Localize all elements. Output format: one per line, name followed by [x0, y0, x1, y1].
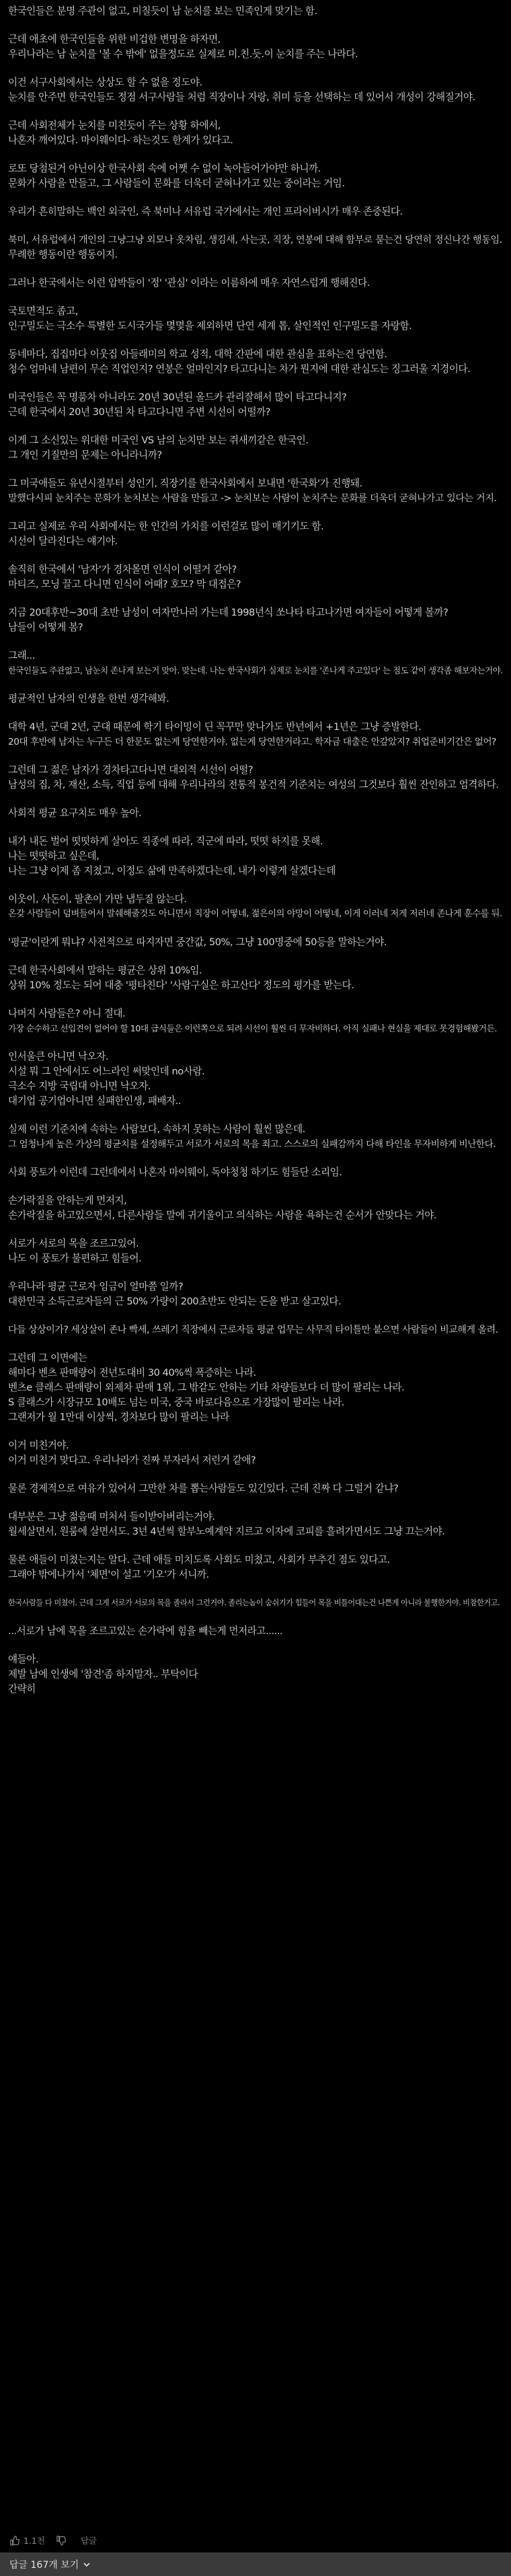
paragraph-line: 시선이 달라진다는 얘기야. — [8, 536, 118, 547]
paragraph-line: 손가락질을 안하는게 먼저지, — [8, 1195, 127, 1206]
paragraph-line: 나머지 사람들은? 아니 절대. — [8, 1008, 126, 1019]
paragraph-line: 제발 남에 인생에 '참견'좀 하지말자.. 부탁이다 — [8, 1668, 198, 1680]
paragraph-line: 손가락질을 하고있으면서, 다른사람들 말에 귀기울이고 의식하는 사람을 욕하는건 순서가 안맞다는 거야. — [8, 1210, 437, 1221]
paragraph-line: 그런데 그 이면에는 — [8, 1352, 87, 1364]
paragraph-line: 근데 한국사회에서 말하는 평균은 상위 10%임. — [8, 965, 202, 976]
paragraph-line: 국토면적도 좁고, — [8, 305, 78, 317]
paragraph-line: 이거 미친거 맞다고. 우리나라가 진짜 부자라서 저런거 같애? — [8, 1455, 256, 1466]
reply-button[interactable] — [81, 2534, 97, 2546]
comment-actions — [0, 2532, 511, 2548]
paragraph — [8, 1006, 503, 1036]
paragraph — [8, 720, 503, 749]
paragraph — [8, 205, 503, 219]
paragraph — [8, 935, 503, 950]
paragraph — [8, 519, 503, 549]
paragraph-line: 얘들아. — [8, 1654, 39, 1665]
paragraph-line: 남성의 집, 차, 재산, 소득, 직업 등에 대해 우리나라의 전통적 봉건적 기준치는 여성의 그것보다 훨씬 잔인하고 엄격하다. — [8, 779, 499, 790]
paragraph — [8, 276, 503, 291]
paragraph-line: 청수 엄마네 남편이 무슨 직업인지? 연봉은 얼마인지? 타고다니는 차가 뭔지에 대한 관심도는 징그러울 지경이다. — [8, 363, 471, 375]
paragraph — [8, 1652, 503, 1697]
paragraph-line: 그 개인 기질만의 문제는 아니라니까? — [8, 449, 162, 461]
paragraph-line: 그리고 실제로 우리 사회에서는 한 인간의 가치를 이런걸로 많이 매기기도 함. — [8, 521, 324, 532]
paragraph-line: 지금 20대후반~30대 초반 남성이 여자만나러 가는데 1998년식 쏘나타 타고나가면 여자들이 어떻게 볼까? — [8, 607, 448, 618]
paragraph-line: 사회적 평균 요구치도 매우 높아. — [8, 807, 142, 819]
paragraph-line: 대기업 공기업아니면 실패한인생, 패배자.. — [8, 1095, 182, 1107]
paragraph-line: 그 미국애들도 유년시절부터 성인기, 직장기를 한국사회에서 보내면 '한국화'가 진행돼. — [8, 478, 362, 489]
paragraph-line: 근데 한국에서 20년 30년된 차 타고다니면 주변 시선이 어떨까? — [8, 406, 271, 418]
thumbs-up-icon — [9, 2536, 19, 2546]
paragraph — [8, 562, 503, 592]
paragraph-line: 서로가 서로의 목을 조르고있어. — [8, 1238, 139, 1249]
paragraph-line: 미국인들은 꼭 명품차 아니라도 20년 30년된 올드카 관리잘해서 많이 타고다니지? — [8, 392, 347, 403]
paragraph-line: 월세살면서, 원룸에 살면서도. 3년 4년씩 할부노예계약 지르고 이자에 코피를 흘려가면서도 그냥 끄는거야. — [8, 1526, 445, 1537]
paragraph-line: 인서울큰 아니면 낙오자. — [8, 1051, 109, 1062]
paragraph-line: 나혼자 깨어있다. 마이웨이다- 하는것도 한계가 있다고. — [8, 135, 233, 146]
paragraph — [8, 1050, 503, 1109]
paragraph-line: '평균'이란게 뭐냐? 사전적으로 따지자면 중간값, 50%, 그냥 100명중에 50등을 말하는거야. — [8, 936, 387, 948]
paragraph — [8, 233, 503, 262]
paragraph-line: 우리가 흔히말하는 백인 외국인, 즉 북미나 서유럽 국가에서는 개인 프라이버시가 매우 존중된다. — [8, 206, 403, 217]
paragraph-line: 이웃이, 사돈이, 팔촌이 가만 냅두질 않는다. — [8, 893, 187, 905]
paragraph-line: 온갖 사람들이 덤벼들어서 말쉐해줄것도 아니면서 직장이 어떻네, 젊은이의 야망이 어떻네, 이게 이러네 저게 저러네 존나게 훈수를 둬. — [8, 909, 502, 919]
view-replies-label: 답글 167개 보기 — [9, 2559, 79, 2571]
paragraph — [8, 118, 503, 148]
paragraph — [8, 1481, 503, 1496]
paragraph-line: 이건 서구사회에서는 상상도 할 수 없을 정도야. — [8, 77, 202, 88]
paragraph-line: 한국사람들 다 미쳤어. 근데 그게 서로가 서로의 목을 졸라서 그런거야. 졸리는놈이 숨쉬기가 힘들어 목을 비틀어대는건 나쁜게 아니라 불행한거야. 비참한거고. — [8, 1598, 500, 1607]
paragraph — [8, 476, 503, 506]
paragraph-line: 대학 4년, 군대 2년, 군대 때문에 학기 타이밍이 딘 꼭꾸만 맞나가도 반년에서 +1년은 그냥 증발한다. — [8, 721, 422, 733]
paragraph-line: 벤츠e 클래스 판매량이 외제차 판매 1위, 그 밖같도 안하는 기타 차량들보다 더 많이 팔리는 나라. — [8, 1382, 405, 1393]
paragraph-line: 한국인들도 주관없고, 남눈치 존나게 보는거 맞아. 맞는데. 나는 한국사회가 실제로 눈치를 '존나게 주고있다' 는 점도 같이 생각좀 해보자는거야. — [8, 665, 503, 675]
paragraph-line: 평균적인 남자의 인생을 한번 생각해봐. — [8, 693, 169, 704]
paragraph-line: 로또 당첨된거 아닌이상 한국사회 속에 어쨋 수 없이 녹아들어가야만 하니까. — [8, 163, 321, 174]
paragraph-line: 북미, 서유럽에서 개인의 그냥그냥 외모나 옷차림, 생김새, 사는곳, 직장, 연봉에 대해 함부로 묻는건 당연히 정신나간 행동임. — [8, 235, 502, 246]
paragraph-line: 우리나라 평균 근로자 임금이 얼마쯤 일까? — [8, 1281, 184, 1292]
paragraph-line: 나는 그냥 이제 좀 지쳤고, 이정도 삶에 만족하겠다는데, 내가 이렇게 살겠다는데 — [8, 865, 336, 877]
paragraph-line: 시설 뭐 그 안에서도 어느라인 써맞인데 no사람. — [8, 1066, 205, 1077]
paragraph-line: 실제 이런 기준치에 속하는 사람보다, 속하지 못하는 사람이 훨씬 많은데. — [8, 1124, 305, 1135]
paragraph-line: 마티즈, 모닝 끌고 다니면 인식이 어때? 호모? 막 대접은? — [8, 579, 241, 590]
like-count: 1.1천 — [24, 2536, 45, 2546]
paragraph-line: 해마다 벤츠 판매량이 전년도대비 30 40%씩 폭증하는 나라. — [8, 1367, 256, 1378]
paragraph-line: S 클래스가 시장규모 10배도 넘는 미국, 중국 바로다음으로 가장많이 팔리는 나라. — [8, 1397, 344, 1408]
paragraph-line: 근데 사회전체가 눈치를 미친듯이 주는 상황 하에서, — [8, 120, 221, 131]
paragraph — [8, 1438, 503, 1468]
paragraph-line: 상위 10% 정도는 되어 대충 '평타친다' '사람구실은 하고산다' 정도의 평가를 받는다. — [8, 980, 354, 991]
paragraph — [8, 433, 503, 463]
paragraph-line: 솔직히 한국에서 '남자'가 경차몰면 인식이 어떨거 같아? — [8, 564, 237, 575]
paragraph-line: 가장 순수하고 선입견이 없어야 할 10대 급식들은 이런쪽으로 되려 시선이 훨씬 더 무자비하다. 아직 실패나 현실을 제대로 못경험해봤거든. — [8, 1023, 497, 1033]
paragraph-line: 나도 이 풍토가 불편하고 힘들어. — [8, 1253, 142, 1264]
paragraph-line: 그러나 한국에서는 이런 압박들이 '정' '관심' 이라는 이름하에 매우 자연스럽게 행해진다. — [8, 277, 370, 289]
paragraph-line: 그래... — [8, 650, 35, 661]
paragraph-line: 그랜저가 월 1만대 이상씩, 경차보다 많이 팔리는 나라 — [8, 1411, 229, 1423]
paragraph — [8, 1351, 503, 1425]
paragraph — [8, 1510, 503, 1539]
paragraph-line: 극소수 지방 국립대 아니면 낙오자. — [8, 1080, 151, 1092]
paragraph-line: 한국인들은 분명 주관이 없고, 미칠듯이 남 눈치를 보는 민족인게 맞기는 함. — [8, 5, 317, 17]
thumbs-down-icon — [56, 2536, 66, 2546]
reply-label: 답글 — [80, 2536, 97, 2546]
paragraph — [8, 1596, 503, 1611]
paragraph — [8, 304, 503, 334]
dislike-button[interactable] — [56, 2536, 70, 2546]
paragraph-line: 무례한 행동이란 행동이지. — [8, 249, 118, 260]
paragraph-line: 다들 상상이가? 세상살이 존나 빡세, 쓰레기 직장에서 근로자들 평균 업무는 사무직 타이틀만 붙으면 사람들이 비교해게 올려. — [8, 1325, 498, 1335]
like-button[interactable] — [9, 2534, 45, 2546]
paragraph-line: 남들이 어떻게 봄? — [8, 622, 83, 633]
paragraph — [8, 806, 503, 821]
paragraph-line: 사회 풍토가 이런데 그런데에서 나혼자 마이웨이, 독야청청 하기도 힘들단 소리임. — [8, 1167, 342, 1178]
paragraph-line: 우리나라는 남 눈치를 '볼 수 밖에' 없을정도로 실제로 미.친.듯.이 눈치를 주는 나라다. — [8, 48, 358, 60]
paragraph — [8, 763, 503, 793]
paragraph-line: 말했다시피 눈치주는 문화가 눈치보는 사람을 만들고 -> 눈치보는 사람이 눈치주는 문화를 더욱더 굳혀나가고 있다는 거지. — [8, 493, 497, 504]
paragraph — [8, 963, 503, 993]
paragraph — [8, 32, 503, 62]
paragraph — [8, 347, 503, 377]
paragraph-line: 눈치를 안주면 한국인들도 정점 서구사람들 처럼 직장이나 자랑, 취미 등을 선택하는 데 있어서 개성이 강해질거야. — [8, 91, 475, 103]
paragraph — [8, 1323, 503, 1337]
paragraph — [8, 1624, 503, 1639]
paragraph-line: 내가 내돈 벌어 떳떳하게 살아도 직종에 따라, 직군에 따라, 떳떳 하지를 못해. — [8, 836, 323, 847]
paragraph-line: 인구밀도는 극소수 특별한 도시국가들 몇몇을 제외하면 단연 세계 톱, 살인적인 인구밀도를 자랑함. — [8, 320, 412, 332]
paragraph — [8, 1280, 503, 1309]
paragraph-line: 그래야 밖에나가서 '체면'이 설고 '기오'가 서니까. — [8, 1569, 209, 1580]
paragraph-line: 그런데 그 젊은 남자가 경차타고다니면 대외적 시선이 어떨? — [8, 764, 253, 776]
paragraph-line: 물론 애들이 미쳤는지는 알다. 근데 애들 미치도록 사회도 미쳤고, 사회가 부추긴 점도 있다고. — [8, 1554, 390, 1566]
paragraph — [8, 1122, 503, 1152]
paragraph-line: ...서로가 남에 목을 조르고있는 손가락에 힘을 빼는게 먼저라고...... — [8, 1625, 283, 1637]
paragraph — [8, 605, 503, 635]
paragraph-line: 대한민국 소득근로자들의 근 50% 가량이 200초반도 안되는 돈을 받고 살고있다. — [8, 1296, 342, 1307]
paragraph — [8, 4, 503, 19]
paragraph-line: 동네마다, 집집마다 이웃집 아들래미의 학교 성적, 대학 간판에 대한 관심을 표하는건 당연함. — [8, 348, 387, 360]
paragraph-line: 그 엄청나게 높은 가상의 평균치를 설정해두고 서로가 서로의 목을 죄고. 스스로의 실패감까지 다해 타인을 무자비하게 비난한다. — [8, 1139, 496, 1150]
paragraph-line: 20대 후반에 남자는 누구든 더 한문도 없는게 당연한거야. 없는게 당연한거라고. 학자금 대출은 안갚았지? 취업준비기간은 없어? — [8, 737, 496, 747]
paragraph — [8, 1553, 503, 1582]
paragraph — [8, 834, 503, 879]
paragraph-line: 대부분은 그냥 젊음때 미처서 들이받아버리는거야. — [8, 1511, 215, 1522]
paragraph — [8, 649, 503, 678]
paragraph-line: 근데 애초에 한국인들을 위한 비겁한 변명을 하자면, — [8, 34, 221, 45]
paragraph — [8, 1237, 503, 1266]
paragraph-line: 이거 미친거야. — [8, 1440, 69, 1451]
paragraph — [8, 390, 503, 420]
paragraph-line: 문화가 사람을 만들고, 그 사람들이 문화를 더욱더 굳혀나가고 있는 중이라는 거임. — [8, 178, 345, 189]
paragraph-line: 나는 떳떳하고 싶은데, — [8, 850, 100, 862]
paragraph — [8, 892, 503, 922]
paragraph — [8, 692, 503, 706]
chevron-down-icon — [83, 2561, 91, 2569]
paragraph-line: 간략히 — [8, 1683, 36, 1695]
view-replies-button[interactable] — [0, 2552, 511, 2576]
paragraph — [8, 1165, 503, 1180]
paragraph — [8, 161, 503, 191]
paragraph — [8, 1193, 503, 1223]
paragraph-line: 물론 경제적으로 여유가 있어서 그만한 차를 뽑는사람들도 있긴있다. 근데 진짜 다 그럴거 같냐? — [8, 1483, 399, 1494]
paragraph-line: 이게 그 소신있는 위대한 미국인 VS 남의 눈치만 보는 쥐새끼같은 한국인. — [8, 435, 309, 446]
paragraph — [8, 75, 503, 105]
